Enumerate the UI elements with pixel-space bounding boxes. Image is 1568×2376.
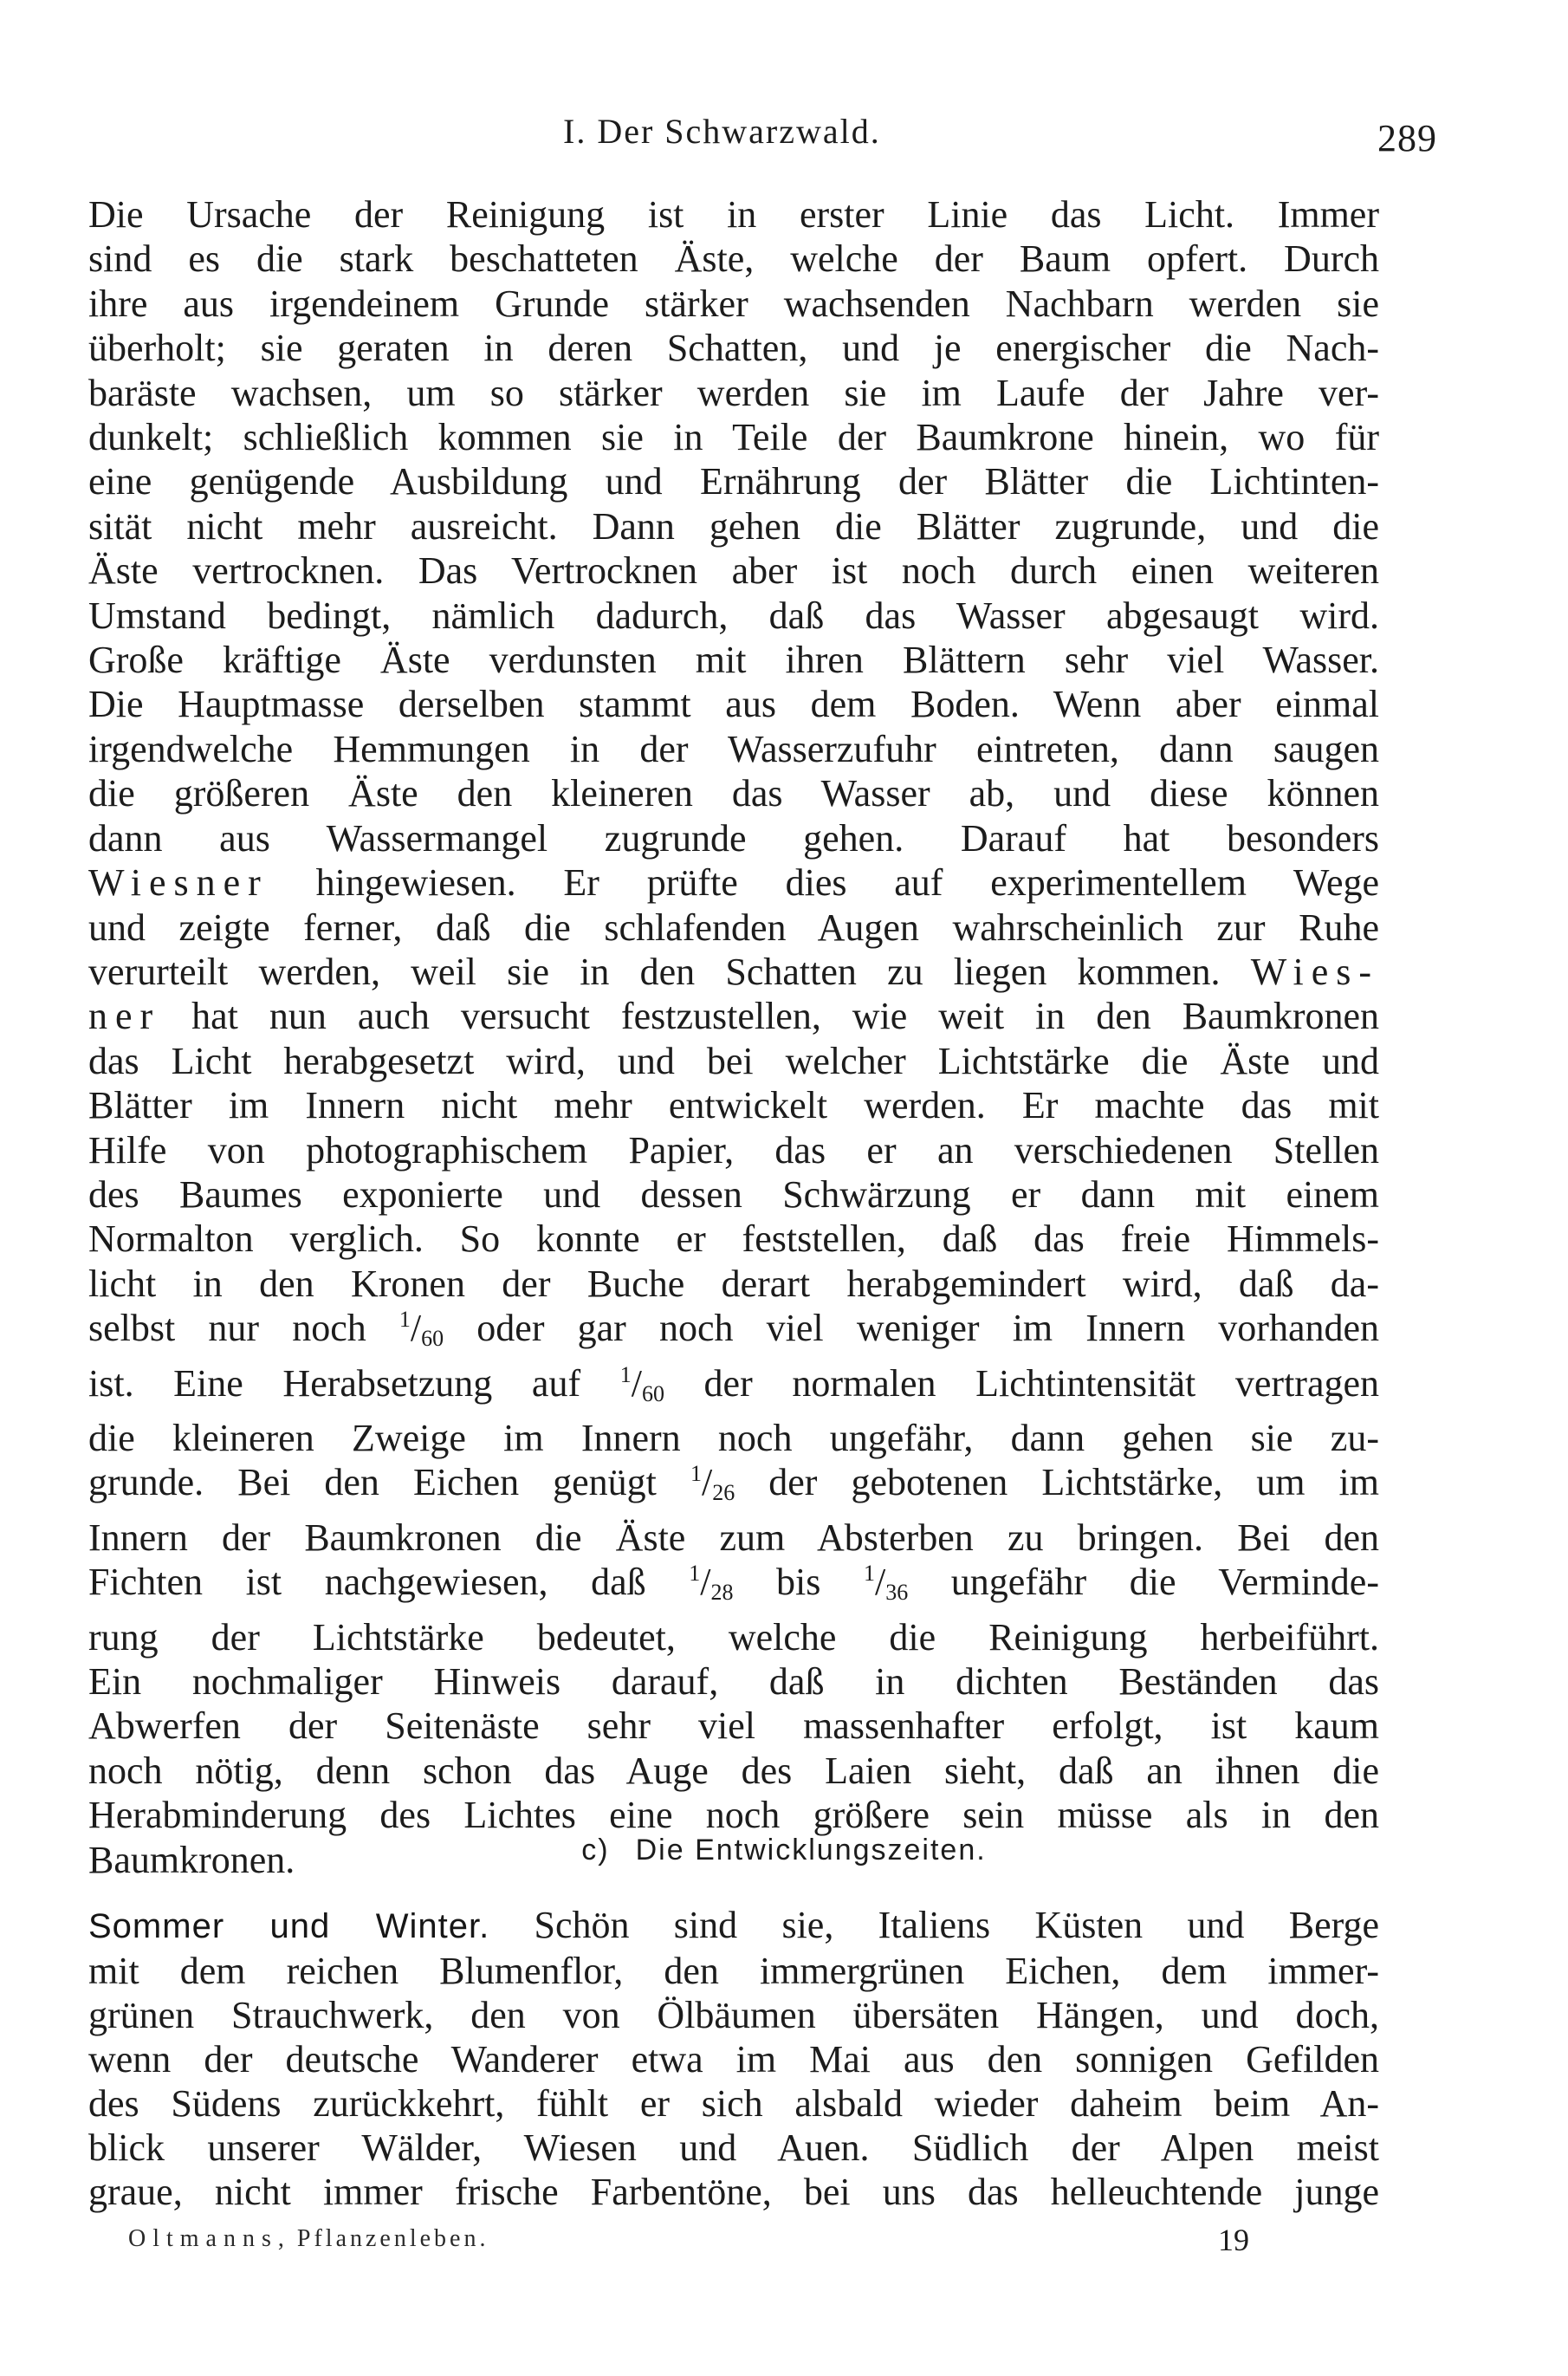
text-line: grünen Strauchwerk, den von Ölbäumen übersäten Hängen, und doch, xyxy=(88,1994,1379,2036)
text-line: des Südens zurückkehrt, fühlt er sich alsbald wieder daheim beim An- xyxy=(88,2082,1379,2125)
text-run: Fichten ist nachgewiesen, daß xyxy=(88,1561,690,1604)
text-line: noch nötig, denn schon das Auge des Laien sieht, daß an ihnen die xyxy=(88,1749,1379,1792)
paragraph xyxy=(88,192,1379,1882)
page-footer xyxy=(0,2225,1568,2269)
spaced-name: Wiesner xyxy=(88,861,269,905)
text-run: der gebotenen Lichtstärke, um im xyxy=(735,1461,1379,1504)
spaced-name: ner xyxy=(88,995,161,1038)
text-line: Innern der Baumkronen die Äste zum Absterben zu bringen. Bei den xyxy=(88,1516,1379,1559)
text-line: ihre aus irgendeinem Grunde stärker wachsenden Nachbarn werden sie xyxy=(88,282,1379,325)
text-run: hingewiesen. Er prüfte dies auf experimentellem Wege xyxy=(268,861,1379,905)
text-line: Die Hauptmasse derselben stammt aus dem Boden. Wenn aber einmal xyxy=(88,683,1379,726)
text-line: selbst nur noch $^1/_{60}$ oder gar noch viel weniger im Innern vorhanden xyxy=(88,1307,1380,1352)
fraction-numerator: 1 xyxy=(863,1561,875,1587)
fraction-numerator: 1 xyxy=(689,1561,701,1587)
signature-title: , Pflanzenleben. xyxy=(277,2225,489,2252)
text-run: bis xyxy=(733,1561,864,1604)
text-line: des Baumes exponierte und dessen Schwärzung er dann mit einem xyxy=(88,1172,1379,1216)
fraction-numerator: 1 xyxy=(619,1361,632,1387)
text-run: Schön sind sie, Italiens Küsten und Berge xyxy=(489,1904,1379,1946)
text-line: Die Ursache der Reinigung ist in erster Linie das Licht. Immer xyxy=(88,193,1379,236)
text-run: ist. Eine Herabsetzung auf xyxy=(88,1361,620,1405)
page-header xyxy=(0,111,1568,163)
text-line: Umstand bedingt, nämlich dadurch, daß das Wasser abgesaugt wird. xyxy=(88,594,1379,637)
text-line: sind es die stark beschatteten Äste, welche der Baum opfert. Durch xyxy=(88,237,1379,281)
text-run: selbst nur noch xyxy=(88,1307,399,1350)
body-text xyxy=(88,192,1379,1882)
text-line xyxy=(88,860,1379,905)
text-run: verurteilt werden, weil sie in den Schatten zu liegen kommen. xyxy=(88,950,1251,993)
text-line: dann aus Wassermangel zugrunde gehen. Darauf hat besonders xyxy=(88,816,1379,860)
running-head: I. Der Schwarzwald. xyxy=(563,112,881,151)
text-line: das Licht herabgesetzt wird, und bei welcher Lichtstärke die Äste und xyxy=(88,1039,1379,1082)
text-line: Normalton verglich. So konnte er feststellen, daß das freie Himmels- xyxy=(88,1217,1379,1261)
text-line: Blätter im Innern nicht mehr entwickelt werden. Er machte das mit xyxy=(88,1084,1379,1127)
text-line xyxy=(88,950,1379,994)
sheet-number: 19 xyxy=(1218,2223,1249,2257)
text-line: Große kräftige Äste verdunsten mit ihren Blättern sehr viel Wasser. xyxy=(88,639,1379,682)
text-line: überholt; sie geraten in deren Schatten, und je energischer die Nach- xyxy=(88,327,1379,370)
text-line: die kleineren Zweige im Innern noch ungefähr, dann gehen sie zu- xyxy=(88,1416,1379,1459)
text-line: grunde. Bei den Eichen genügt $^1/_{26}$ der gebotenen Lichtstärke, um im xyxy=(88,1461,1379,1506)
section-heading xyxy=(0,1834,1568,1867)
text-line: die größeren Äste den kleineren das Wasser ab, und diese können xyxy=(88,772,1379,815)
text-line: Baumkronen. xyxy=(88,1838,295,1881)
text-run: hat nun auch versucht festzustellen, wie weit in den Baumkronen xyxy=(160,995,1379,1038)
text-line xyxy=(88,1903,1379,1949)
text-line: Äste vertrocknen. Das Vertrocknen aber ist noch durch einen weiteren xyxy=(88,549,1379,593)
text-line: licht in den Kronen der Buche derart herabgemindert wird, daß da- xyxy=(88,1262,1379,1305)
section-title: Die Entwicklungszeiten. xyxy=(635,1834,987,1866)
text-line: baräste wachsen, um so stärker werden sie im Laufe der Jahre ver- xyxy=(88,371,1379,414)
text-line: und zeigte ferner, daß die schlafenden Augen wahrscheinlich zur Ruhe xyxy=(88,906,1379,949)
text-line: irgendwelche Hemmungen in der Wasserzufuhr eintreten, dann saugen xyxy=(88,727,1379,770)
text-line: Fichten ist nachgewiesen, daß $^1/_{28}$ bis $^1/_{36}$ ungefähr die Verminde- xyxy=(88,1561,1379,1606)
fraction-denominator: 36 xyxy=(885,1580,909,1606)
fraction-denominator: 60 xyxy=(421,1326,444,1352)
text-line: Hilfe von photographischem Papier, das er an verschiedenen Stellen xyxy=(88,1128,1379,1172)
fraction-denominator: 28 xyxy=(710,1580,734,1606)
spaced-name: Wies- xyxy=(1250,950,1379,993)
text-line: graue, nicht immer frische Farbentöne, bei uns das helleuchtende junge xyxy=(88,2171,1379,2213)
signature-author: Oltmanns xyxy=(128,2225,278,2252)
paragraph xyxy=(88,1903,1379,2214)
text-line: mit dem reichen Blumenflor, den immergrünen Eichen, dem immer- xyxy=(88,1950,1379,1992)
page-number: 289 xyxy=(1377,117,1437,159)
text-run: grunde. Bei den Eichen genügt xyxy=(88,1461,690,1504)
fraction-numerator: 1 xyxy=(398,1307,411,1333)
text-line: sität nicht mehr ausreicht. Dann gehen die Blätter zugrunde, und die xyxy=(88,504,1379,548)
fraction-denominator: 26 xyxy=(712,1480,735,1506)
text-line: Ein nochmaliger Hinweis darauf, daß in dichten Beständen das xyxy=(88,1660,1379,1703)
text-line: dunkelt; schließlich kommen sie in Teile der Baumkrone hinein, wo für xyxy=(88,416,1379,459)
text-line: ist. Eine Herabsetzung auf $^1/_{60}$ der normalen Lichtintensität vertragen xyxy=(88,1361,1380,1406)
text-run: ungefähr die Verminde- xyxy=(908,1561,1379,1604)
text-line: wenn der deutsche Wanderer etwa im Mai aus den sonnigen Gefilden xyxy=(88,2038,1379,2081)
sheet-signature xyxy=(128,2225,489,2253)
fraction-denominator: 60 xyxy=(641,1380,664,1406)
section-label: c) xyxy=(581,1834,610,1866)
text-line: blick unserer Wälder, Wiesen und Auen. Südlich der Alpen meist xyxy=(88,2126,1379,2169)
text-line xyxy=(88,994,1379,1038)
text-line: Abwerfen der Seitenäste sehr viel massenhafter erfolgt, ist kaum xyxy=(88,1704,1379,1748)
paragraph-lead: Sommer und Winter. xyxy=(88,1907,490,1945)
text-run: der normalen Lichtintensität vertragen xyxy=(664,1361,1380,1405)
text-line: eine genügende Ausbildung und Ernährung der Blätter die Lichtinten- xyxy=(88,460,1379,503)
fraction-numerator: 1 xyxy=(690,1461,702,1487)
text-run: oder gar noch viel weniger im Innern vorhanden xyxy=(444,1307,1380,1350)
text-line: Herabminderung des Lichtes eine noch größere sein müsse als in den xyxy=(88,1794,1379,1837)
text-line: rung der Lichtstärke bedeutet, welche die Reinigung herbeiführt. xyxy=(88,1615,1379,1659)
